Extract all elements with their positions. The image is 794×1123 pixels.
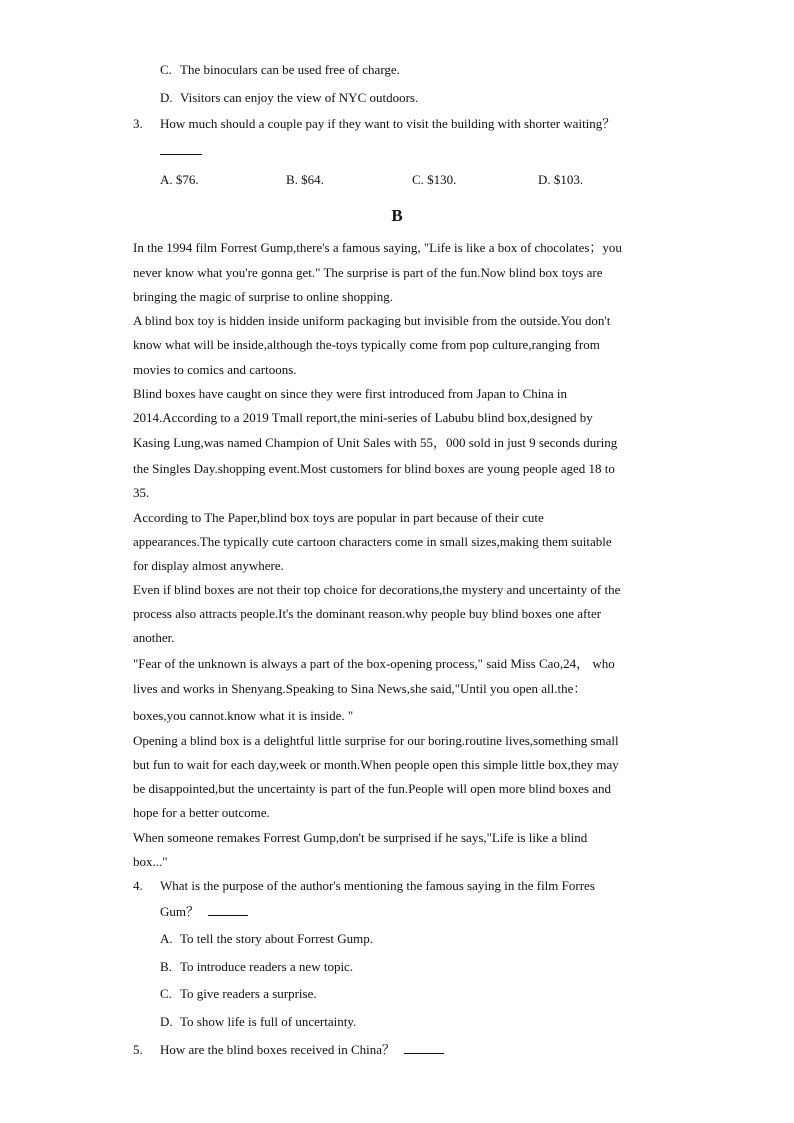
- q3-option-a: A. $76.: [160, 172, 199, 187]
- option-text: The binoculars can be used free of charge.: [180, 62, 400, 77]
- passage-line: boxes,you cannot.know what it is inside. ": [133, 708, 354, 723]
- passage-line: lives and works in Shenyang.Speaking to Sina News,she said,"Until you open all.the：: [133, 681, 587, 696]
- q4-option-a: [160, 931, 373, 947]
- passage-line: "Fear of the unknown is always a part of the box-opening process," said Miss Cao,24， who: [133, 656, 615, 671]
- passage-line: bringing the magic of surprise to online shopping.: [133, 289, 393, 304]
- option-text: To tell the story about Forrest Gump.: [180, 931, 373, 946]
- passage-line: know what will be inside,although the-toys typically come from pop culture,ranging from: [133, 337, 600, 352]
- option-letter: C.: [160, 62, 172, 77]
- passage-line: another.: [133, 630, 175, 645]
- passage-line: movies to comics and cartoons.: [133, 362, 297, 377]
- q2-option-c: [160, 62, 400, 78]
- q3-option-d: D. $103.: [538, 172, 584, 187]
- question-text: How much should a couple pay if they want to visit the building with shorter waiting？: [160, 116, 616, 131]
- q3-answer-blank[interactable]: [160, 142, 202, 159]
- option-text: To introduce readers a new topic.: [180, 959, 354, 974]
- passage-line: Even if blind boxes are not their top choice for decorations,the mystery and uncertainty of the: [133, 582, 621, 597]
- option-text: To show life is full of uncertainty.: [180, 1014, 357, 1029]
- answer-blank[interactable]: [404, 1041, 444, 1054]
- question-number: 4.: [133, 878, 143, 893]
- question-text: Gum？: [160, 904, 200, 919]
- q4-option-c: [160, 986, 317, 1002]
- passage-line: In the 1994 film Forrest Gump,there's a famous saying, "Life is like a box of chocolates；you: [133, 240, 622, 255]
- passage-line: process also attracts people.It's the dominant reason.why people buy blind boxes one after: [133, 606, 602, 621]
- passage-line: According to The Paper,blind box toys are popular in part because of their cute: [133, 510, 544, 525]
- option-text: Visitors can enjoy the view of NYC outdoors.: [180, 90, 419, 105]
- question-text: What is the purpose of the author's mentioning the famous saying in the film Forres: [160, 878, 595, 893]
- option-letter: C.: [160, 986, 172, 1001]
- question-number: 5.: [133, 1042, 143, 1057]
- question-5: [133, 1041, 444, 1058]
- q3-option-b: B. $64.: [286, 172, 324, 187]
- question-3: [133, 116, 615, 132]
- passage-line: appearances.The typically cute cartoon characters come in small sizes,making them suitable: [133, 534, 612, 549]
- q3-option-c: C. $130.: [412, 172, 457, 187]
- passage-line: When someone remakes Forrest Gump,don't be surprised if he says,"Life is like a blind: [133, 830, 588, 845]
- answer-blank[interactable]: [208, 903, 248, 916]
- passage-line: be disappointed,but the uncertainty is part of the fun.People will open more blind boxes and: [133, 781, 612, 796]
- option-letter: D.: [160, 90, 173, 105]
- passage-line: hope for a better outcome.: [133, 805, 270, 820]
- option-letter: A.: [160, 931, 173, 946]
- passage-line: Kasing Lung,was named Champion of Unit Sales with 55，000 sold in just 9 seconds during: [133, 435, 618, 450]
- question-number: 3.: [133, 116, 143, 131]
- question-4: [133, 878, 595, 894]
- passage-line: 2014.According to a 2019 Tmall report,the mini-series of Labubu blind box,designed by: [133, 410, 593, 425]
- passage-line: for display almost anywhere.: [133, 558, 284, 573]
- option-text: To give readers a surprise.: [180, 986, 317, 1001]
- passage-line: never know what you're gonna get." The surprise is part of the fun.Now blind box toys are: [133, 265, 603, 280]
- q4-option-b: [160, 959, 353, 975]
- section-heading: B: [391, 206, 403, 225]
- q4-option-d: [160, 1014, 356, 1030]
- question-4-continued: [160, 903, 248, 920]
- passage-line: box...": [133, 854, 168, 869]
- passage-line: A blind box toy is hidden inside uniform packaging but invisible from the outside.You don't: [133, 313, 611, 328]
- question-text: How are the blind boxes received in China？: [160, 1042, 396, 1057]
- q2-option-d: [160, 90, 418, 106]
- answer-blank[interactable]: [160, 142, 202, 155]
- passage-line: but fun to wait for each day,week or month.When people open this simple little box,they may: [133, 757, 619, 772]
- option-letter: D.: [160, 1014, 173, 1029]
- option-letter: B.: [160, 959, 172, 974]
- passage-line: the Singles Day.shopping event.Most customers for blind boxes are young people aged 18 to: [133, 461, 615, 476]
- passage-line: 35.: [133, 485, 150, 500]
- passage-line: Opening a blind box is a delightful little surprise for our boring.routine lives,something small: [133, 733, 619, 748]
- passage-line: Blind boxes have caught on since they were first introduced from Japan to China in: [133, 386, 567, 401]
